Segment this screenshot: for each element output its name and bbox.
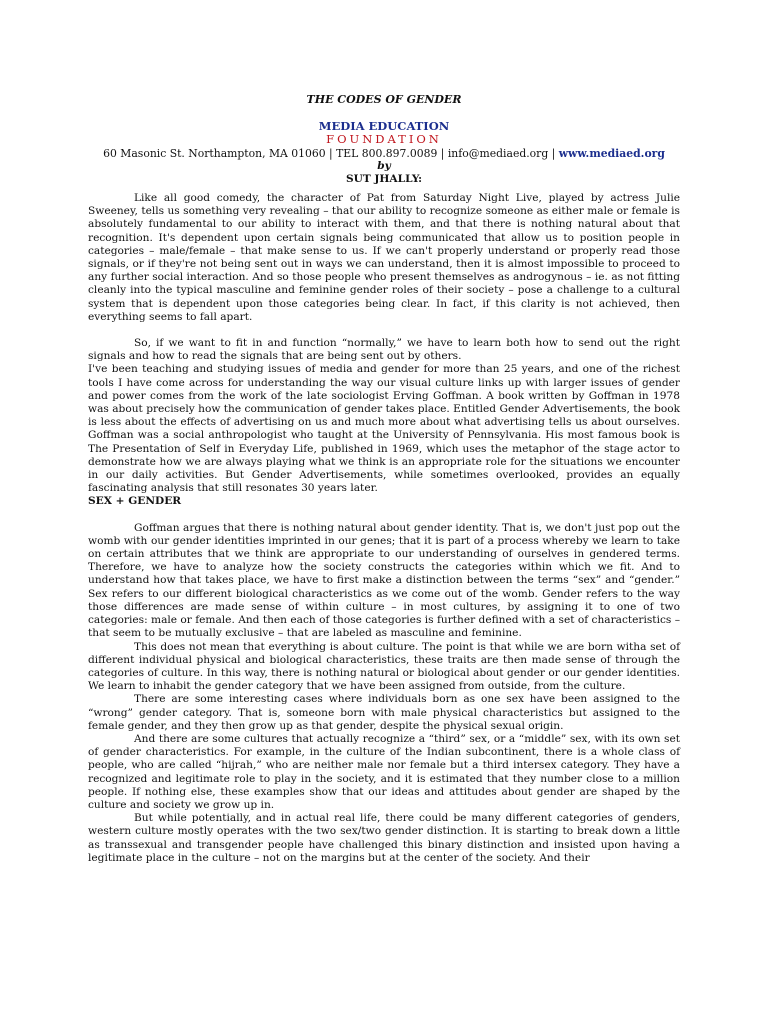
paragraph: But while potentially, and in actual real life, there could be many different categories of genders, western culture mostly operates with the two sex/two gender distinction. It is starting to break down a little as transsexual and transgender people have challenged this binary distinction and insisted upon having a legitimate place in the culture – not on the margins but at the center of the society. And their [88, 812, 680, 864]
org-subtitle: FOUNDATION [326, 132, 442, 147]
byline: by [377, 159, 391, 172]
document-title: THE CODES OF GENDER [306, 93, 462, 106]
paragraph: So, if we want to fit in and function “normally,” we have to learn both how to send out the right signals and how to read the signals that are being sent out by others. [88, 337, 680, 363]
paragraph: I've been teaching and studying issues of media and gender for more than 25 years, and one of the richest tools I have come across for understanding the way our visual culture links up with larger issues of gender and power comes from the work of the late sociologist Erving Goffman. A book written by Goffman in 1978 was about precisely how the communication of gender takes place. Entitled Gender Advertisements, the book is less about the effects of advertising on us and much more about what advertising tells us about ourselves. Goffman was a social anthropologist who taught at the University of Pennsylvania. His most famous book is The Presentation of Self in Everyday Life, published in 1969, which uses the metaphor of the stage actor to demonstrate how we are always playing what we think is an appropriate role for the situations we encounter in our daily activities. But Gender Advertisements, while sometimes overlooked, provides an equally fascinating analysis that still resonates 30 years later. [88, 363, 680, 495]
paragraph: Like all good comedy, the character of Pat from Saturday Night Live, played by actress Julie Sweeney, tells us something very revealing – that our ability to recognize someone as either male or female is absolutely fundamental to our ability to interact with them, and that there is nothing natural about that recognition. It's dependent upon certain signals being communicated that allow us to position people in categories – male/female – that make sense to us. If we can't properly understand or properly read those signals, or if they're not being sent out in ways we can understand, then it is almost impossible to proceed to any further social interaction. And so those people who present themselves as androgynous – ie. as not fitting cleanly into the typical masculine and feminine gender roles of their society – pose a challenge to a cultural system that is dependent upon those categories being clear. In fact, if this clarity is not achieved, then everything seems to fall apart. [88, 192, 680, 323]
paragraph: And there are some cultures that actually recognize a “third” sex, or a “middle” sex, with its own set of gender characteristics. For example, in the culture of the Indian subcontinent, there is a whole class of people, who are called “hijrah,” who are neither male nor female but a third intersex category. They have a recognized and legitimate role to play in the society, and it is estimated that they number close to a million people. If nothing else, these examples show that our ideas and attitudes about gender are shaped by the culture and society we grow up in. [88, 732, 680, 811]
author-name: SUT JHALLY: [345, 173, 423, 186]
paragraph: This does not mean that everything is about culture. The point is that while we are born witha set of different individual physical and biological characteristics, these traits are then made sense of through the categories of culture. In this way, there is nothing natural or biological about gender or our gender identities. We learn to inhabit the gender category that we have been assigned from outside, from the culture. [88, 640, 680, 693]
contact-line [0, 147, 768, 160]
contact-text: 60 Masonic St. Northampton, MA 01060 | TEL 800.897.0089 | info@mediaed.org | [103, 146, 559, 160]
document-header [0, 93, 768, 186]
paragraph: There are some interesting cases where individuals born as one sex have been assigned to the “wrong” gender category. That is, someone born with male physical characteristics but assigned to the female gender, and they then grow up as that gender, despite the physical sexual origin. [88, 693, 680, 732]
website-link[interactable]: www.mediaed.org [558, 146, 665, 160]
org-name: MEDIA EDUCATION [318, 119, 450, 134]
paragraph: Goffman argues that there is nothing natural about gender identity. That is, we don't just pop out the womb with our gender identities imprinted in our genes; that it is part of a process whereby we learn to take on certain attributes that we think are appropriate to our understanding of ourselves in gendered terms. Therefore, we have to analyze how the society constructs the categories within which we fit. And to understand how that takes place, we have to first make a distinction between the terms “sex” and “gender.” Sex refers to our different biological characteristics as we come out of the womb. Gender refers to the way those differences are made sense of within culture – in most cultures, by assigning it to one of two categories: male or female. And then each of those categories is further defined with a set of characteristics – that seem to be mutually exclusive – that are labeled as masculine and feminine. [88, 521, 680, 640]
section-heading: SEX + GENDER [88, 495, 182, 508]
document-body [88, 192, 680, 865]
